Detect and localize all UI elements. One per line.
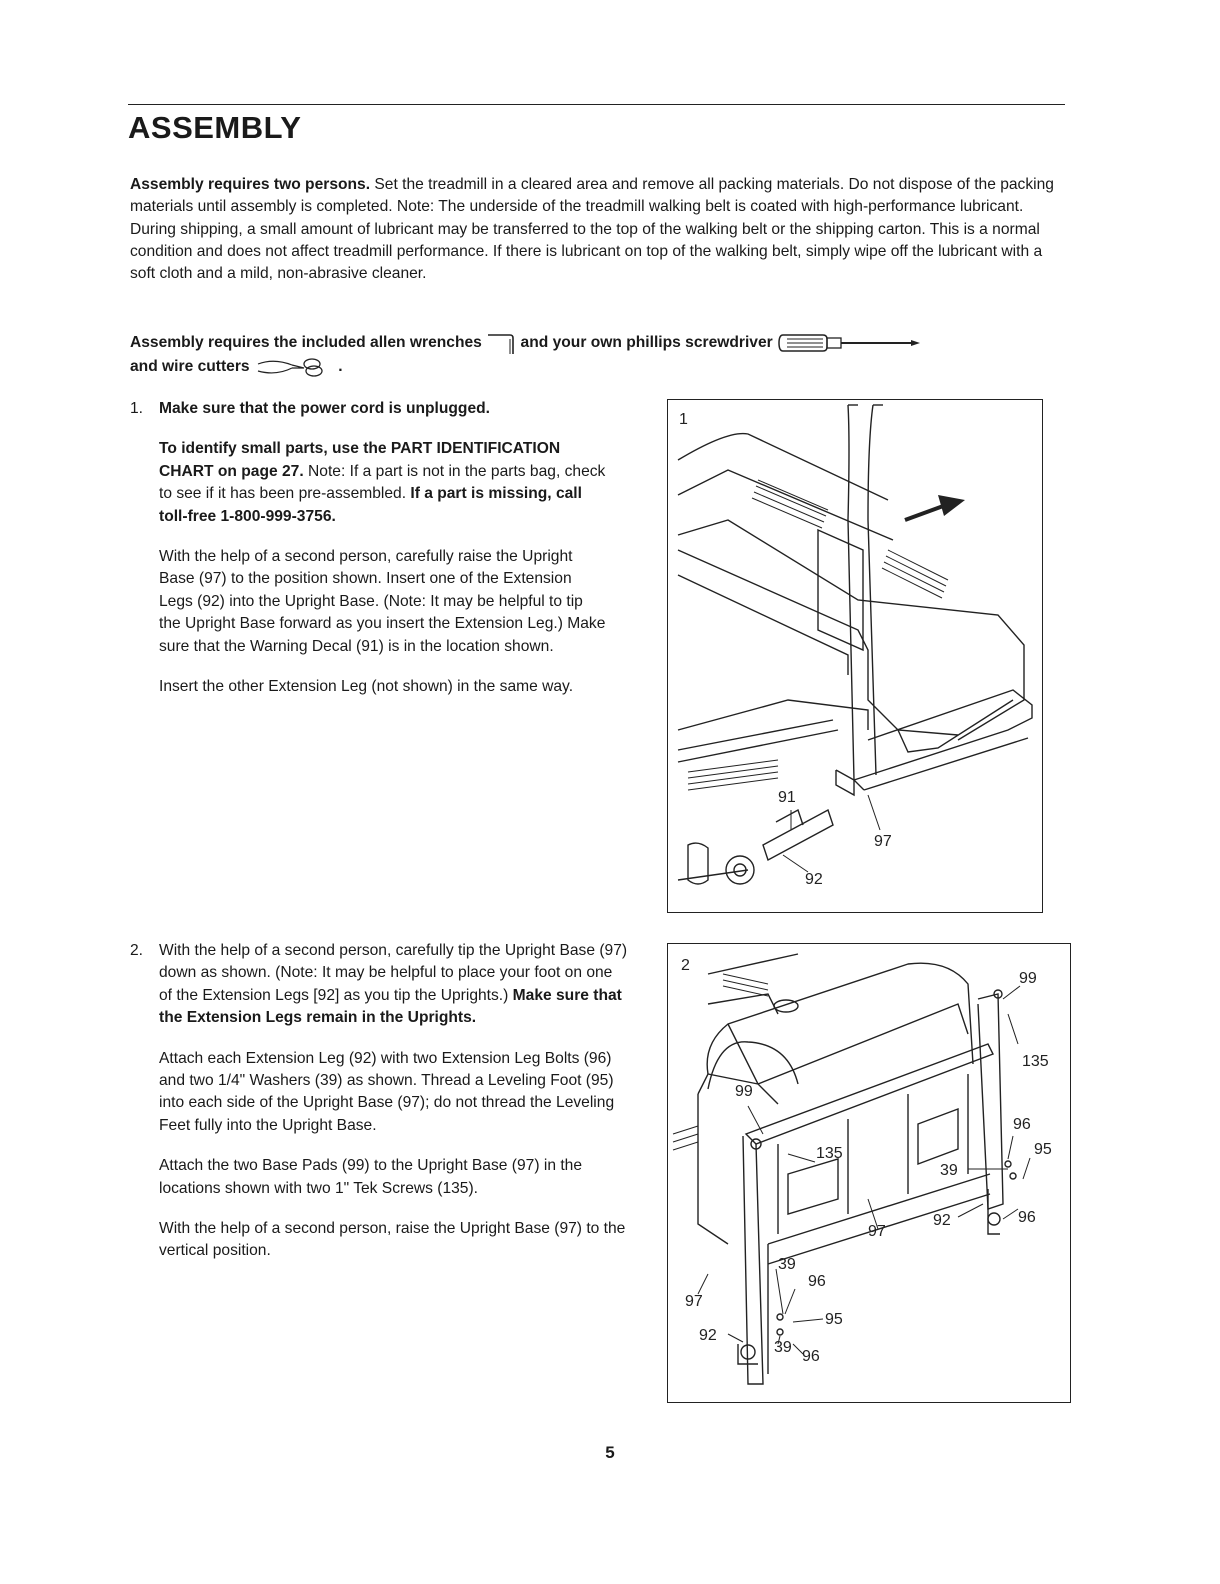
wire-cutters-icon — [254, 356, 334, 378]
tools-text-3: and wire cutters — [130, 358, 250, 376]
step-2-paragraph-3: Attach the two Base Pads (99) to the Upright Base (97) in the locations shown with two 1" Tek Screws (135). — [159, 1157, 582, 1197]
label-96-right-lower: 96 — [1018, 1209, 1036, 1226]
label-92-right: 92 — [933, 1212, 951, 1229]
step-1-part-chart-note: To identify small parts, use the PART IDENTIFICATION CHART on page 27. — [159, 440, 561, 480]
step-2-warning: Make sure that the Extension Legs remain in the Uprights. — [159, 986, 622, 1027]
label-92-left: 92 — [699, 1327, 717, 1344]
label-96-right-upper: 96 — [1013, 1116, 1031, 1133]
step-1-paragraph-3: With the help of a second person, carefully raise the Upright Base (97) to the position shown. Insert one of the Extension Legs (92) into the Upright Base. (Note: It may be helpful to tip the Upright Base forward as you insert the Extension Leg.) Make sure that the Warning Decal (91) is in the location shown. — [159, 548, 606, 655]
tools-line — [130, 330, 1065, 378]
step-1-paragraph-2 — [159, 438, 607, 528]
page-title: ASSEMBLY — [128, 110, 302, 145]
label-99-left: 99 — [735, 1083, 753, 1100]
step-2-paragraph-2: Attach each Extension Leg (92) with two Extension Leg Bolts (96) and two 1/4" Washers (39) as shown. Thread a Leveling Foot (95) into each side of the Upright Base (97); do not thread the Leveling Feet fully into the Upright Base. — [159, 1049, 615, 1134]
intro-body: Set the treadmill in a cleared area and remove all packing materials. Do not dispose of the packing materials until assembly is completed. Note: The underside of the treadmill walking belt is coated with high-performance lubricant. During shipping, a small amount of lubricant may be transferred to the top of the walking belt or the shipping carton. This is a normal condition and does not affect treadmill performance. If there is lubricant on top of the walking belt, simply wipe off the lubricant with a soft cloth and a mild, non-abrasive cleaner. — [130, 176, 1054, 283]
label-99-top: 99 — [1019, 970, 1037, 987]
step-1-toll-free-note: If a part is missing, call toll-free 1-800-999-3756. — [159, 485, 582, 525]
label-91: 91 — [778, 789, 796, 806]
figure-2 — [667, 943, 1071, 1403]
step-1-preassembled-note: Note: If a part is not in the parts bag, check to see if it has been pre-assembled. — [159, 462, 606, 503]
label-92: 92 — [805, 871, 823, 888]
label-39-left-lower: 39 — [774, 1339, 792, 1356]
tools-text-2: and your own phillips screwdriver — [520, 334, 773, 352]
label-96-left-upper: 96 — [808, 1273, 826, 1290]
step-2-number: 2. — [130, 942, 144, 959]
label-97-mid: 97 — [868, 1223, 886, 1240]
intro-lead: Assembly requires two persons. — [130, 176, 371, 193]
direction-arrow-icon — [905, 495, 965, 520]
label-135-mid: 135 — [816, 1145, 843, 1162]
step-2-tip-instruction: With the help of a second person, carefully tip the Upright Base (97) down as shown. (Note: It may be helpful to place your foot on one of the Extension Legs [92] as you tip the Uprights.) — [159, 942, 628, 1004]
step-1 — [130, 398, 607, 716]
tools-text-1: Assembly requires the included allen wrenches — [130, 334, 482, 352]
label-39-left-upper: 39 — [778, 1256, 796, 1273]
screwdriver-icon — [777, 332, 922, 354]
step-2-paragraph-4: With the help of a second person, raise the Upright Base (97) to the vertical position. — [159, 1220, 626, 1260]
step-1-paragraph-1: Make sure that the power cord is unplugged. — [159, 400, 490, 417]
label-39-right: 39 — [940, 1162, 958, 1179]
figure-2-drawing — [668, 944, 1070, 1402]
step-2-paragraph-1 — [159, 940, 629, 1030]
step-1-paragraph-4: Insert the other Extension Leg (not shown) in the same way. — [159, 678, 574, 696]
intro-paragraph — [130, 174, 1065, 285]
header-rule — [128, 104, 1065, 105]
figure-1 — [667, 399, 1043, 913]
label-96-left-lower: 96 — [802, 1348, 820, 1365]
label-97: 97 — [874, 833, 892, 850]
step-2 — [130, 940, 629, 1281]
label-95-left: 95 — [825, 1311, 843, 1328]
label-97-left: 97 — [685, 1293, 703, 1310]
figure-1-number: 1 — [679, 411, 688, 428]
label-135-top: 135 — [1022, 1053, 1049, 1070]
tools-text-4: . — [338, 358, 343, 376]
step-1-number: 1. — [130, 400, 144, 417]
figure-1-drawing — [668, 400, 1042, 912]
figure-2-number: 2 — [681, 957, 690, 974]
allen-wrench-icon — [486, 330, 516, 356]
page-number: 5 — [605, 1443, 615, 1462]
label-95-right: 95 — [1034, 1141, 1052, 1158]
